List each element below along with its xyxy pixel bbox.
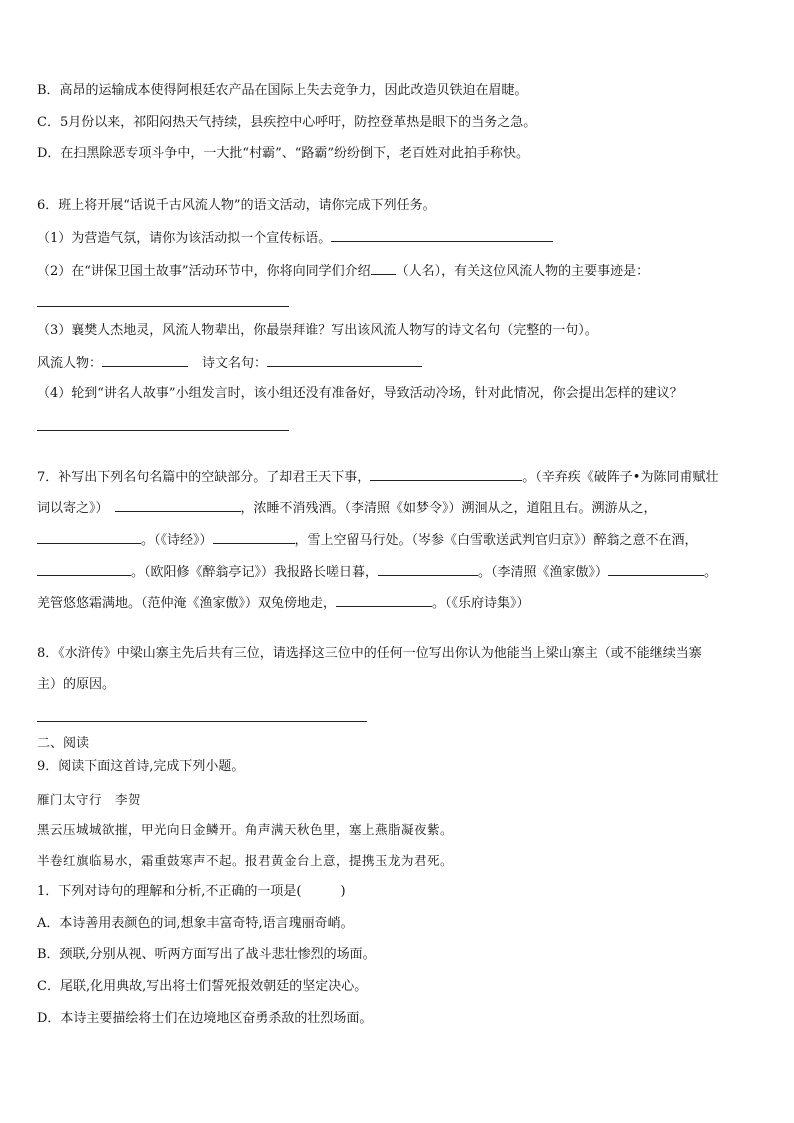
answer-blank[interactable] [336, 594, 432, 607]
poem-line-2: 半卷红旗临易水，霜重鼓寒声不起。报君黄金台上意，提携玉龙为君死。 [37, 853, 454, 868]
q7-line-4 [37, 563, 717, 581]
q5-option-d: D．在扫黑除恶专项斗争中，一大批“村霸”、“路霸”纷纷倒下，老百姓对此拍手称快。 [37, 146, 530, 161]
q9-option-a: A．本诗善用表颜色的词,想象丰富奇特,语言瑰丽奇峭。 [37, 916, 354, 931]
q7-text: 。 [704, 565, 718, 580]
q7-text: 词以寄之》） [37, 501, 109, 516]
q6-task-3: （3）襄樊人杰地灵，风流人物辈出，你最崇拜谁？写出该风流人物写的诗文名句（完整的一句）。 [37, 323, 598, 338]
q6-task-3-answers [37, 354, 422, 372]
q7-line-5 [37, 594, 530, 612]
q5-option-b: B．高昂的运输成本使得阿根廷农产品在国际上失去竞争力，因此改造贝铁迫在眉睫。 [37, 83, 528, 98]
answer-blank[interactable] [378, 563, 478, 576]
q7-text: ，雪上空留马行处。（岑参《白雪歌送武判官归京》）醉翁之意不在酒， [294, 533, 698, 548]
poem-line-1: 黑云压城城欲摧，甲光向日金鳞开。角声满天秋色里，塞上燕脂凝夜紫。 [37, 822, 454, 837]
q6-task-1-text: （1）为营造气氛，请你为该活动拟一个宣传标语。 [37, 231, 332, 246]
answer-line[interactable] [37, 306, 289, 307]
q7-text: 。（《诗经》） [141, 533, 213, 548]
q6-stem: 6．班上将开展“话说千古风流人物”的语文活动，请你完成下列任务。 [37, 198, 436, 213]
answer-blank[interactable] [115, 499, 241, 512]
poem-label: 诗文名句： [202, 356, 268, 371]
q6-task-2-text-a: （2）在“讲保卫国土故事”活动环节中，你将向同学们介绍 [37, 264, 371, 279]
q7-text: 7．补写出下列名句名篇中的空缺部分。了却君王天下事， [37, 470, 371, 485]
q9-option-b: B．颈联,分别从视、听两方面写出了战斗悲壮惨烈的场面。 [37, 947, 376, 962]
answer-blank[interactable] [213, 531, 295, 544]
q6-task-2-text-b: （人名），有关这位风流人物的主要事迹是： [395, 264, 650, 279]
section-heading: 二、阅读 [37, 736, 90, 751]
q8-line-1: 8．《水浒传》中梁山寨主先后共有三位，请选择这三位中的任何一位写出你认为他能当上梁山寨主（或不能继续当寨 [37, 646, 702, 661]
q7-line-2 [37, 499, 657, 517]
q7-text: ，浓睡不消残酒。（李清照《如梦令》）溯洄从之，道阻且右。溯游从之， [240, 501, 657, 516]
answer-blank[interactable] [37, 531, 141, 544]
answer-blank[interactable] [102, 354, 188, 367]
q9-stem: 9．阅读下面这首诗,完成下列小题。 [37, 759, 245, 774]
q7-text: 。（《乐府诗集》） [432, 596, 530, 611]
q9-sub-question: 1．下列对诗句的理解和分析,不正确的一项是( ) [37, 884, 346, 899]
answer-blank[interactable] [370, 468, 522, 481]
q6-task-4: （4）轮到“讲名人故事”小组发言时，该小组还没有准备好，导致活动冷场，针对此情况，你会提出怎样的建议？ [37, 386, 683, 401]
answer-blank[interactable] [608, 563, 704, 576]
q7-text: 。（辛弃疾《破阵子•为陈同甫赋壮 [522, 470, 719, 485]
q6-task-1 [37, 229, 553, 247]
person-label: 风流人物： [37, 356, 103, 371]
q8-line-2: 主）的原因。 [37, 677, 116, 692]
answer-blank[interactable] [37, 563, 131, 576]
q7-text: 。（欧阳修《醉翁亭记》）我报路长嗟日暮， [131, 565, 379, 580]
q7-line-1 [37, 468, 718, 486]
q9-option-d: D．本诗主要描绘将士们在边境地区奋勇杀敌的壮烈场面。 [37, 1011, 373, 1026]
q7-text: 羌管悠悠霜满地。（范仲淹《渔家傲》）双兔傍地走， [37, 596, 337, 611]
answer-blank[interactable] [371, 262, 396, 275]
answer-line[interactable] [37, 430, 289, 431]
answer-blank[interactable] [331, 229, 553, 242]
answer-blank[interactable] [267, 354, 422, 367]
q7-text: 。（李清照《渔家傲》） [478, 565, 609, 580]
poem-title: 雁门太守行 李贺 [37, 792, 142, 807]
q5-option-c: C．5月份以来，祁阳闷热天气持续，县疾控中心呼吁，防控登革热是眼下的当务之急。 [37, 115, 537, 130]
q6-task-2 [37, 262, 649, 280]
q7-line-3 [37, 531, 698, 549]
answer-line[interactable] [37, 721, 367, 722]
q9-option-c: C．尾联,化用典故,写出将士们誓死报效朝廷的坚定决心。 [37, 979, 368, 994]
